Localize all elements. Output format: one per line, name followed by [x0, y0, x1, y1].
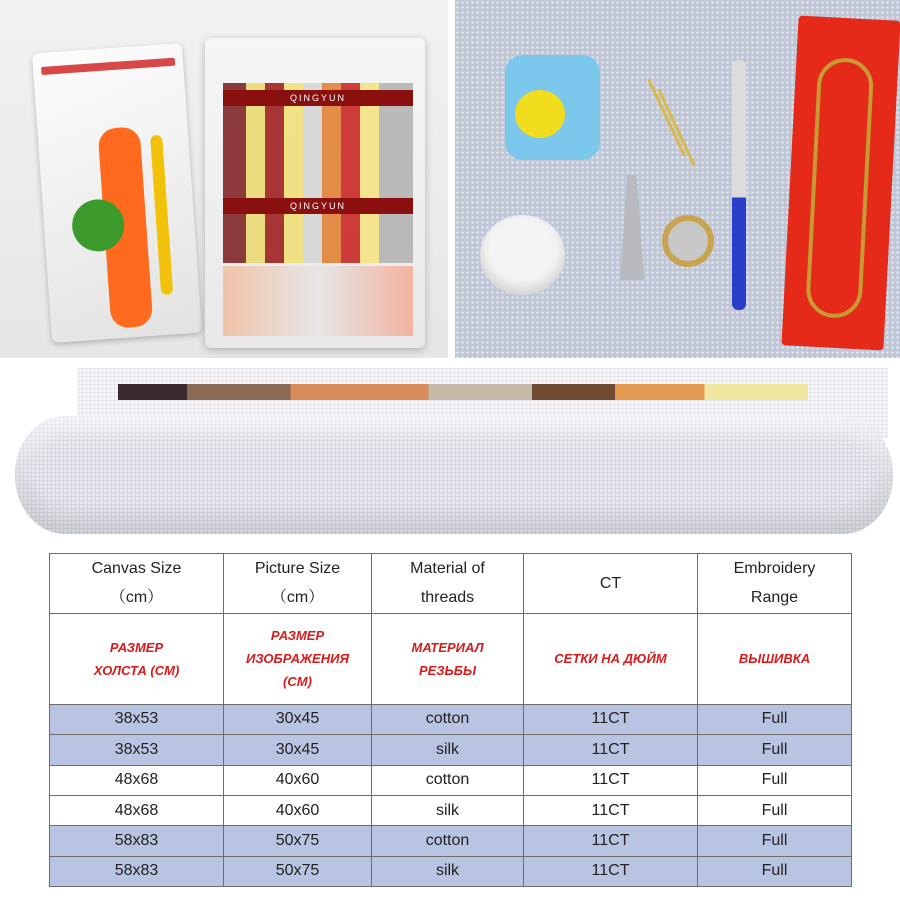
header-line: Embroidery [733, 560, 816, 578]
cell-thread-material: silk [372, 795, 524, 825]
canvas-roll [15, 416, 893, 534]
header-line: СЕТКИ НА ДЮЙМ [554, 651, 667, 667]
brand-label: QINGYUN [289, 201, 346, 211]
brand-label: QINGYUN [289, 93, 346, 103]
cell-embroidery-range: Full [698, 765, 852, 795]
scissors-pack [781, 16, 900, 351]
header-canvas-size [50, 613, 224, 704]
table-row [50, 735, 852, 765]
header-line: Canvas Size [91, 560, 182, 578]
header-line: ХОЛСТА (СМ) [93, 662, 180, 678]
wax-puck [480, 215, 565, 295]
cell-thread-material: cotton [372, 704, 524, 734]
header-row-english [50, 554, 852, 614]
cell-picture-size: 30x45 [224, 735, 372, 765]
header-picture-size [224, 613, 372, 704]
header-line: Range [750, 589, 799, 607]
header-line: ИЗОБРАЖЕНИЯ [246, 651, 349, 667]
cell-canvas-size: 48x68 [50, 765, 224, 795]
cell-thread-material: silk [372, 735, 524, 765]
threads-bag [205, 38, 425, 348]
header-ct [524, 554, 698, 614]
printed-pattern-strip [118, 384, 808, 400]
table-row [50, 826, 852, 856]
header-line: Material of [410, 560, 485, 578]
cell-ct: 11CT [524, 795, 698, 825]
brand-band-bottom [223, 198, 413, 214]
cell-canvas-size: 38x53 [50, 704, 224, 734]
cell-thread-material: cotton [372, 826, 524, 856]
cell-embroidery-range: Full [698, 856, 852, 886]
needle [657, 88, 696, 166]
header-line: РАЗМЕР [109, 639, 164, 655]
cell-canvas-size: 58x83 [50, 826, 224, 856]
header-line: Picture Size [254, 560, 341, 578]
cell-canvas-size: 38x53 [50, 735, 224, 765]
yellow-pompom [515, 90, 565, 138]
table-row [50, 704, 852, 734]
size-spec-table [49, 553, 852, 887]
header-ct [524, 613, 698, 704]
cell-embroidery-range: Full [698, 735, 852, 765]
cell-picture-size: 40x60 [224, 765, 372, 795]
scissors [805, 57, 875, 320]
header-embroidery-range [698, 554, 852, 614]
yellow-tool [150, 135, 173, 295]
header-line: （cm） [270, 589, 325, 607]
header-thread-material [372, 613, 524, 704]
header-line: CT [599, 574, 622, 592]
header-line: ВЫШИВКА [738, 651, 811, 667]
cell-embroidery-range: Full [698, 704, 852, 734]
table-row [50, 795, 852, 825]
table-row [50, 765, 852, 795]
cell-ct: 11CT [524, 826, 698, 856]
header-line: РЕЗЬБЫ [419, 662, 476, 678]
cell-canvas-size: 48x68 [50, 795, 224, 825]
thread-skeins [223, 83, 413, 263]
header-line: （cm） [109, 589, 164, 607]
brand-band-top [223, 90, 413, 106]
seam-ripper [732, 60, 746, 310]
table-row [50, 856, 852, 886]
cell-picture-size: 30x45 [224, 704, 372, 734]
needle [647, 78, 686, 156]
cell-ct: 11CT [524, 735, 698, 765]
cell-ct: 11CT [524, 856, 698, 886]
header-picture-size [224, 554, 372, 614]
header-row-russian [50, 613, 852, 704]
photo-canvas-roll [0, 358, 900, 540]
cell-embroidery-range: Full [698, 795, 852, 825]
cell-ct: 11CT [524, 704, 698, 734]
header-canvas-size [50, 554, 224, 614]
header-line: (СМ) [283, 674, 312, 690]
photo-packaged-kit [0, 0, 448, 358]
cell-ct: 11CT [524, 765, 698, 795]
header-line: МАТЕРИАЛ [411, 639, 484, 655]
zip-stripe [41, 58, 175, 75]
cell-picture-size: 50x75 [224, 826, 372, 856]
header-embroidery-range [698, 613, 852, 704]
thimble [662, 215, 714, 267]
thread-skeins-lower [223, 266, 413, 336]
header-line: РАЗМЕР [270, 628, 325, 644]
cell-picture-size: 40x60 [224, 795, 372, 825]
cell-thread-material: silk [372, 856, 524, 886]
tools-bag [32, 43, 202, 343]
cell-canvas-size: 58x83 [50, 856, 224, 886]
cell-thread-material: cotton [372, 765, 524, 795]
header-thread-material [372, 554, 524, 614]
photo-tools [455, 0, 900, 358]
cell-picture-size: 50x75 [224, 856, 372, 886]
cell-embroidery-range: Full [698, 826, 852, 856]
needle-threader [620, 175, 644, 280]
header-line: threads [420, 589, 475, 607]
